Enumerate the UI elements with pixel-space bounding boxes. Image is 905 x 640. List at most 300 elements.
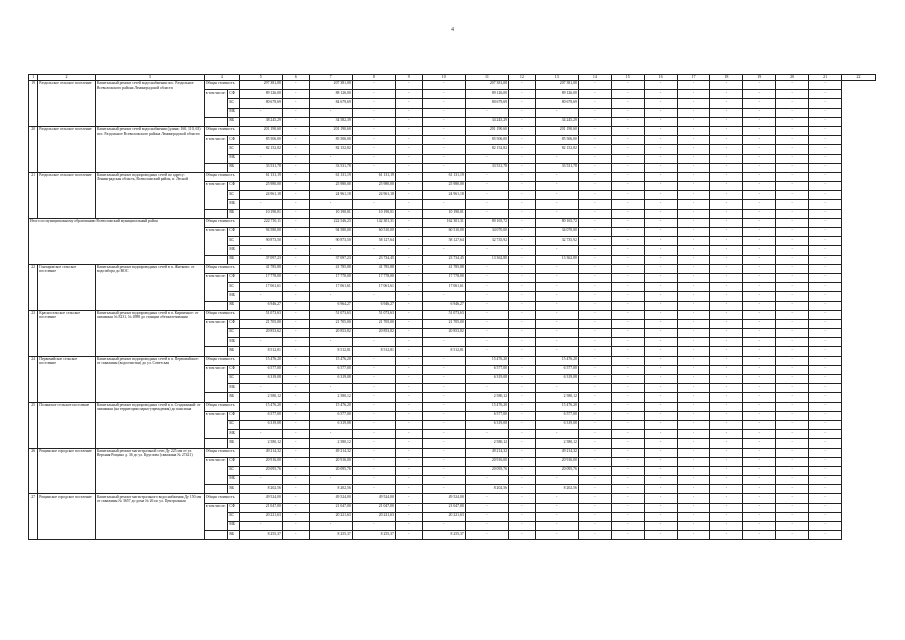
value-cell: - xyxy=(282,145,309,154)
funding-source-vb: ВБ xyxy=(228,301,239,310)
value-cell: - xyxy=(282,228,309,237)
value-cell: - xyxy=(776,145,809,154)
value-cell: - xyxy=(776,512,809,521)
value-cell: - xyxy=(282,356,309,365)
funding-source-mb: МБ xyxy=(228,476,239,485)
value-cell: - xyxy=(395,283,422,292)
value-cell: - xyxy=(578,154,611,163)
value-cell: - xyxy=(710,246,743,255)
value-cell: - xyxy=(422,163,465,172)
value-cell: - xyxy=(644,255,677,264)
value-cell: - xyxy=(509,264,536,273)
value-cell: - xyxy=(282,172,309,181)
value-cell: 49 214,32 xyxy=(309,448,352,457)
value-cell: - xyxy=(578,457,611,466)
value-cell: - xyxy=(465,182,508,191)
value-cell: - xyxy=(611,329,644,338)
value-cell: 201 190,60 xyxy=(535,126,578,135)
value-cell: - xyxy=(578,531,611,540)
value-cell: - xyxy=(465,503,508,512)
value-cell: - xyxy=(352,420,395,429)
value-cell: - xyxy=(710,90,743,99)
value-cell: - xyxy=(282,117,309,126)
empty-cell xyxy=(204,209,228,218)
value-cell: - xyxy=(776,283,809,292)
funding-source-vb: ВБ xyxy=(228,531,239,540)
value-cell: - xyxy=(644,246,677,255)
value-cell: - xyxy=(677,531,710,540)
value-cell: - xyxy=(677,136,710,145)
column-number-19: 19 xyxy=(743,75,776,81)
value-cell: - xyxy=(776,99,809,108)
row-number: 25 xyxy=(29,402,38,448)
column-number-21: 21 xyxy=(809,75,842,81)
value-cell: - xyxy=(309,522,352,531)
value-cell: - xyxy=(743,228,776,237)
value-cell: - xyxy=(352,393,395,402)
including-label: в том числе: xyxy=(204,457,228,485)
value-cell: - xyxy=(743,154,776,163)
value-cell: - xyxy=(710,191,743,200)
value-cell: - xyxy=(776,411,809,420)
value-cell: - xyxy=(710,485,743,494)
value-cell: - xyxy=(776,338,809,347)
column-number-12: 12 xyxy=(509,75,536,81)
value-cell: - xyxy=(743,246,776,255)
value-cell: - xyxy=(509,182,536,191)
value-cell: - xyxy=(776,255,809,264)
value-cell: - xyxy=(578,430,611,439)
value-cell: 49 524,00 xyxy=(239,494,282,503)
value-cell: - xyxy=(710,430,743,439)
value-cell: - xyxy=(422,154,465,163)
value-cell: - xyxy=(282,531,309,540)
settlement-name: Рощинское городское поселение xyxy=(38,494,96,540)
value-cell: - xyxy=(743,255,776,264)
total-cost-label: Общая стоимость xyxy=(204,310,239,319)
value-cell: - xyxy=(465,172,508,181)
value-cell: 24 961,18 xyxy=(422,191,465,200)
value-cell: - xyxy=(395,255,422,264)
value-cell: - xyxy=(509,209,536,218)
value-cell: - xyxy=(644,439,677,448)
value-cell: - xyxy=(710,448,743,457)
project-description: Капитальный ремонт магистрального водоснабжения Ду 150 мм от скважины № 3657 до дома № 26 по ул. Центральная xyxy=(95,494,204,540)
value-cell: - xyxy=(465,301,508,310)
value-cell: - xyxy=(710,163,743,172)
column-number-11: 11 xyxy=(465,75,508,81)
value-cell: 2 580,12 xyxy=(535,439,578,448)
value-cell: - xyxy=(352,136,395,145)
value-cell: - xyxy=(239,108,282,117)
value-cell: - xyxy=(395,126,422,135)
value-cell: - xyxy=(395,485,422,494)
funding-source-vb: ВБ xyxy=(228,485,239,494)
value-cell: - xyxy=(644,218,677,227)
value-cell: 20 853,62 xyxy=(239,329,282,338)
value-cell: 20 221,63 xyxy=(309,512,352,521)
value-cell: 6 319,08 xyxy=(535,375,578,384)
value-cell: - xyxy=(710,228,743,237)
total-cost-label: Общая стоимость xyxy=(204,126,239,135)
value-cell: - xyxy=(578,237,611,246)
value-cell: - xyxy=(809,430,842,439)
value-cell: - xyxy=(611,476,644,485)
value-cell: 201 190,60 xyxy=(309,126,352,135)
value-cell: - xyxy=(395,531,422,540)
value-cell: - xyxy=(710,310,743,319)
value-cell: 20 916,00 xyxy=(465,457,508,466)
value-cell: - xyxy=(611,255,644,264)
value-cell: - xyxy=(395,430,422,439)
value-cell: 17 778,00 xyxy=(239,273,282,282)
value-cell: - xyxy=(509,108,536,117)
value-cell: 41 785,88 xyxy=(352,264,395,273)
value-cell: - xyxy=(743,301,776,310)
value-cell: - xyxy=(395,209,422,218)
value-cell: - xyxy=(611,384,644,393)
value-cell: - xyxy=(352,356,395,365)
value-cell: - xyxy=(644,172,677,181)
value-cell: - xyxy=(776,522,809,531)
value-cell: - xyxy=(465,512,508,521)
table-row xyxy=(29,218,876,227)
value-cell: - xyxy=(578,99,611,108)
value-cell: - xyxy=(710,356,743,365)
value-cell: - xyxy=(509,237,536,246)
value-cell: - xyxy=(422,136,465,145)
value-cell: - xyxy=(535,246,578,255)
value-cell: - xyxy=(743,182,776,191)
value-cell: - xyxy=(509,163,536,172)
value-cell: - xyxy=(644,531,677,540)
value-cell: - xyxy=(282,255,309,264)
value-cell: - xyxy=(809,347,842,356)
value-cell: 80 679,69 xyxy=(239,99,282,108)
value-cell: - xyxy=(282,182,309,191)
value-cell: - xyxy=(282,338,309,347)
value-cell: - xyxy=(644,522,677,531)
value-cell: - xyxy=(535,512,578,521)
value-cell: - xyxy=(776,264,809,273)
value-cell: - xyxy=(578,411,611,420)
value-cell: - xyxy=(352,90,395,99)
value-cell: - xyxy=(578,145,611,154)
value-cell: - xyxy=(710,338,743,347)
value-cell: 8 255,37 xyxy=(422,531,465,540)
value-cell: - xyxy=(809,531,842,540)
value-cell: - xyxy=(743,384,776,393)
value-cell: - xyxy=(809,136,842,145)
value-cell: - xyxy=(644,117,677,126)
value-cell: - xyxy=(710,402,743,411)
value-cell: - xyxy=(776,209,809,218)
value-cell: - xyxy=(509,145,536,154)
value-cell: - xyxy=(809,466,842,475)
column-number-4: 4 xyxy=(204,75,239,81)
value-cell: - xyxy=(644,402,677,411)
value-cell: 17 061,61 xyxy=(309,283,352,292)
value-cell: - xyxy=(644,457,677,466)
value-cell: - xyxy=(710,255,743,264)
value-cell: 6 577,00 xyxy=(239,411,282,420)
value-cell: 6 319,08 xyxy=(465,375,508,384)
value-cell: - xyxy=(710,375,743,384)
value-cell: 25 980,00 xyxy=(309,182,352,191)
value-cell: - xyxy=(509,411,536,420)
value-cell: - xyxy=(282,301,309,310)
value-cell: - xyxy=(578,338,611,347)
funding-source-sf: СФ xyxy=(228,273,239,282)
value-cell: - xyxy=(644,420,677,429)
value-cell: - xyxy=(809,209,842,218)
value-cell: - xyxy=(644,81,677,90)
value-cell: - xyxy=(776,292,809,301)
value-cell: - xyxy=(809,264,842,273)
value-cell: - xyxy=(644,99,677,108)
value-cell: 21 705,00 xyxy=(309,319,352,328)
value-cell: - xyxy=(611,402,644,411)
column-number-7: 7 xyxy=(309,75,352,81)
value-cell: 21 047,00 xyxy=(352,503,395,512)
value-cell: - xyxy=(422,338,465,347)
value-cell: - xyxy=(578,218,611,227)
value-cell: - xyxy=(282,485,309,494)
value-cell: - xyxy=(743,163,776,172)
value-cell: - xyxy=(677,237,710,246)
value-cell: - xyxy=(644,503,677,512)
value-cell: - xyxy=(776,393,809,402)
value-cell: - xyxy=(611,347,644,356)
value-cell: - xyxy=(677,273,710,282)
value-cell: - xyxy=(809,163,842,172)
value-cell: - xyxy=(352,338,395,347)
value-cell: - xyxy=(422,126,465,135)
value-cell: - xyxy=(509,338,536,347)
value-cell: 8 255,37 xyxy=(239,531,282,540)
value-cell: 6 577,00 xyxy=(239,365,282,374)
value-cell: - xyxy=(535,273,578,282)
funding-source-bs: БС xyxy=(228,145,239,154)
including-label: в том числе: xyxy=(204,503,228,531)
value-cell: - xyxy=(239,384,282,393)
value-cell: - xyxy=(677,430,710,439)
value-cell: - xyxy=(611,319,644,328)
including-label: в том числе: xyxy=(204,182,228,210)
value-cell: 34 582,39 xyxy=(309,117,352,126)
value-cell: - xyxy=(677,154,710,163)
value-cell: - xyxy=(809,200,842,209)
value-cell: - xyxy=(352,163,395,172)
value-cell: - xyxy=(422,200,465,209)
value-cell: - xyxy=(809,448,842,457)
value-cell: 10 190,01 xyxy=(352,209,395,218)
value-cell: - xyxy=(509,319,536,328)
value-cell: - xyxy=(282,329,309,338)
funding-source-bs: БС xyxy=(228,375,239,384)
value-cell: - xyxy=(395,310,422,319)
value-cell: - xyxy=(578,356,611,365)
value-cell: 6 577,00 xyxy=(535,411,578,420)
value-cell: - xyxy=(509,99,536,108)
value-cell: - xyxy=(509,273,536,282)
empty-cell xyxy=(204,117,228,126)
value-cell: - xyxy=(509,393,536,402)
value-cell: - xyxy=(743,108,776,117)
value-cell: 15 476,20 xyxy=(465,402,508,411)
value-cell: 32 735,92 xyxy=(465,237,508,246)
value-cell: - xyxy=(743,81,776,90)
value-cell: - xyxy=(395,512,422,521)
value-cell: - xyxy=(309,476,352,485)
table-row xyxy=(29,81,876,90)
value-cell: - xyxy=(809,365,842,374)
value-cell: - xyxy=(578,485,611,494)
value-cell: 32 735,92 xyxy=(535,237,578,246)
value-cell: - xyxy=(743,283,776,292)
value-cell: - xyxy=(710,108,743,117)
value-cell: 8 512,81 xyxy=(422,347,465,356)
value-cell: 20 095,76 xyxy=(239,466,282,475)
value-cell: 2 580,12 xyxy=(239,393,282,402)
value-cell: 94 580,00 xyxy=(309,228,352,237)
including-label: в том числе: xyxy=(204,136,228,164)
funding-source-bs: БС xyxy=(228,283,239,292)
value-cell: 2 580,12 xyxy=(309,393,352,402)
value-cell: - xyxy=(282,191,309,200)
value-cell: - xyxy=(677,108,710,117)
value-cell: - xyxy=(395,420,422,429)
value-cell: - xyxy=(465,319,508,328)
value-cell: - xyxy=(422,365,465,374)
empty-cell xyxy=(204,163,228,172)
value-cell: 17 061,61 xyxy=(352,283,395,292)
value-cell: - xyxy=(611,228,644,237)
row-number: 26 xyxy=(29,448,38,494)
value-cell: - xyxy=(611,393,644,402)
value-cell: - xyxy=(395,154,422,163)
value-cell: - xyxy=(743,356,776,365)
value-cell: - xyxy=(677,338,710,347)
value-cell: - xyxy=(465,531,508,540)
value-cell: - xyxy=(644,154,677,163)
value-cell: 20 095,76 xyxy=(535,466,578,475)
value-cell: - xyxy=(644,191,677,200)
value-cell: - xyxy=(644,485,677,494)
value-cell: 20 853,82 xyxy=(352,329,395,338)
value-cell: - xyxy=(809,310,842,319)
value-cell: - xyxy=(352,466,395,475)
value-cell: - xyxy=(611,191,644,200)
value-cell: - xyxy=(677,191,710,200)
value-cell: - xyxy=(677,255,710,264)
value-cell: 34 245,29 xyxy=(465,117,508,126)
value-cell: 61 131,19 xyxy=(422,172,465,181)
value-cell: 88 126,00 xyxy=(309,90,352,99)
funding-source-sf: СФ xyxy=(228,136,239,145)
value-cell: - xyxy=(422,246,465,255)
value-cell: 82 152,82 xyxy=(309,145,352,154)
value-cell: - xyxy=(578,448,611,457)
value-cell: - xyxy=(282,476,309,485)
value-cell: 15 476,20 xyxy=(465,356,508,365)
value-cell: - xyxy=(776,136,809,145)
value-cell: - xyxy=(509,476,536,485)
value-cell: - xyxy=(535,191,578,200)
value-cell: - xyxy=(282,411,309,420)
value-cell: - xyxy=(644,209,677,218)
value-cell: 84 679,69 xyxy=(309,99,352,108)
value-cell: - xyxy=(535,430,578,439)
value-cell: - xyxy=(465,154,508,163)
value-cell: - xyxy=(776,448,809,457)
value-cell: - xyxy=(776,237,809,246)
value-cell: 61 131,19 xyxy=(309,172,352,181)
value-cell: - xyxy=(395,522,422,531)
value-cell: - xyxy=(535,494,578,503)
value-cell: - xyxy=(509,136,536,145)
value-cell: - xyxy=(395,228,422,237)
value-cell: - xyxy=(509,420,536,429)
value-cell: - xyxy=(535,522,578,531)
value-cell: 207 381,08 xyxy=(309,81,352,90)
value-cell: 21 705,00 xyxy=(239,319,282,328)
value-cell: - xyxy=(776,531,809,540)
funding-source-mb: МБ xyxy=(228,154,239,163)
column-number-13: 13 xyxy=(535,75,578,81)
funding-source-mb: МБ xyxy=(228,108,239,117)
value-cell: - xyxy=(776,319,809,328)
value-cell: 34 245,29 xyxy=(535,117,578,126)
value-cell: - xyxy=(578,108,611,117)
value-cell: - xyxy=(611,154,644,163)
value-cell: - xyxy=(535,338,578,347)
value-cell: - xyxy=(677,172,710,181)
value-cell: - xyxy=(509,402,536,411)
value-cell: - xyxy=(239,246,282,255)
value-cell: - xyxy=(352,126,395,135)
value-cell: - xyxy=(395,503,422,512)
value-cell: - xyxy=(509,283,536,292)
value-cell: - xyxy=(509,191,536,200)
project-description: Капитальный ремонт водопроводных сетей в п. Житково: от водозабора до ВОС xyxy=(95,264,204,310)
value-cell: - xyxy=(611,136,644,145)
value-cell: 10 190,01 xyxy=(309,209,352,218)
value-cell: - xyxy=(395,292,422,301)
value-cell: - xyxy=(395,411,422,420)
value-cell: - xyxy=(743,237,776,246)
value-cell: - xyxy=(776,163,809,172)
funding-source-mb: МБ xyxy=(228,246,239,255)
value-cell: 80 165,72 xyxy=(535,218,578,227)
value-cell: - xyxy=(611,273,644,282)
value-cell: 207 381,08 xyxy=(465,81,508,90)
value-cell: - xyxy=(282,319,309,328)
empty-cell xyxy=(204,347,228,356)
value-cell: - xyxy=(611,301,644,310)
value-cell: - xyxy=(578,301,611,310)
value-cell: - xyxy=(239,292,282,301)
value-cell: - xyxy=(352,117,395,126)
value-cell: - xyxy=(677,292,710,301)
value-cell: - xyxy=(465,209,508,218)
value-cell: - xyxy=(395,301,422,310)
value-cell: - xyxy=(677,476,710,485)
value-cell: - xyxy=(677,457,710,466)
value-cell: - xyxy=(395,439,422,448)
value-cell: - xyxy=(743,90,776,99)
value-cell: - xyxy=(710,503,743,512)
